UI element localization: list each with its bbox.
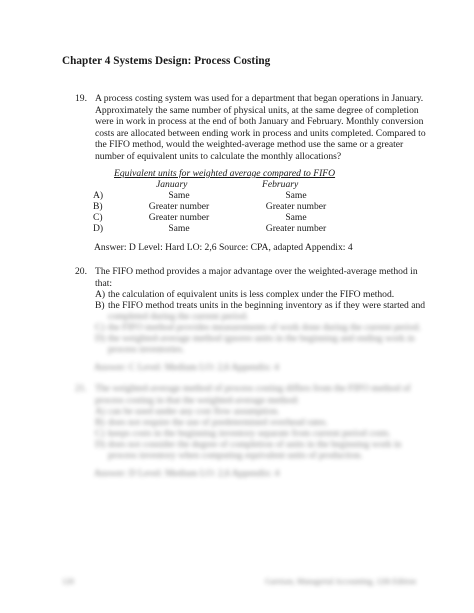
question-19-line: number of equivalent units to calculate the monthly allocations? xyxy=(95,150,342,162)
column-header-february: February xyxy=(262,179,299,190)
choice-text: keeps costs in the beginning inventory separate from current period costs. xyxy=(108,428,391,439)
choice-text: the weighted-average method ignores units in the beginning and ending work in xyxy=(108,333,415,344)
choice-text: completed during the current period. xyxy=(108,311,249,322)
choice-letter: C) xyxy=(95,428,105,439)
option-row xyxy=(93,190,373,201)
option-row xyxy=(93,223,373,234)
choice-text: the calculation of equivalent units is less complex under the FIFO method. xyxy=(108,289,395,300)
choice-letter: D) xyxy=(95,333,106,344)
question-19-line: were in work in process at the end of both January and February. Monthly conversion xyxy=(95,116,424,128)
option-february: Greater number xyxy=(265,201,327,212)
choice-letter: A) xyxy=(95,406,106,417)
option-letter: D) xyxy=(93,223,104,234)
question-19-line: Approximately the same number of physical units, at the same degree of completion xyxy=(95,104,419,116)
question-20-line: that: xyxy=(95,277,113,289)
option-letter: B) xyxy=(93,201,103,212)
question-19-line: costs are allocated between ending work in process and units completed. Compared to xyxy=(95,127,426,139)
question-20-answer: Answer: C Level: Medium LO: 2,6 Appendix: 4 xyxy=(94,362,279,373)
choice-text: process inventory when computing equivalent units of production. xyxy=(108,450,363,461)
question-19-text xyxy=(95,93,426,163)
question-21-number: 21. xyxy=(75,383,87,394)
choice-text: the FIFO method treats units in the beginning inventory as if they were started and xyxy=(108,300,426,311)
choice-letter: B) xyxy=(95,300,105,311)
option-january: Greater number xyxy=(148,212,210,223)
question-20-number: 20. xyxy=(75,266,87,277)
table-heading: Equivalent units for weighted average compared to FIFO xyxy=(114,168,336,179)
question-21-line: The weighted-average method of process costing differs from the FIFO method of xyxy=(95,383,411,394)
question-21-line: process costing in that the weighted-average method: xyxy=(95,394,300,406)
option-letter: C) xyxy=(93,212,103,223)
question-19-line: the FIFO method, would the weighted-average method use the same or a greater xyxy=(95,139,404,151)
option-row xyxy=(93,212,373,223)
option-february: Greater number xyxy=(265,223,327,234)
choice-letter: B) xyxy=(95,417,105,428)
choice-text: does not require the use of predetermined overhead rates. xyxy=(108,417,328,428)
question-19-number: 19. xyxy=(75,93,87,104)
chapter-title: Chapter 4 Systems Design: Process Costing xyxy=(62,55,271,67)
footer-page-number: 120 xyxy=(62,577,74,586)
column-header-january: January xyxy=(156,179,188,190)
option-letter: A) xyxy=(93,190,104,201)
option-january: Same xyxy=(168,223,190,234)
choice-text: can be used under any cost flow assumption. xyxy=(108,406,280,417)
choice-d-continued xyxy=(95,344,395,356)
question-20-text xyxy=(95,266,418,289)
option-january: Greater number xyxy=(148,201,210,212)
option-january: Same xyxy=(168,190,190,201)
question-19-line: A process costing system was used for a department that began operations in January. xyxy=(95,93,424,104)
choice-letter: D) xyxy=(95,439,106,450)
question-21-text xyxy=(95,383,411,406)
choice-letter: A) xyxy=(95,289,106,300)
question-20-line: The FIFO method provides a major advantage over the weighted-average method in xyxy=(95,266,418,277)
option-row xyxy=(93,201,373,212)
choice-letter: C) xyxy=(95,322,105,333)
question-19-answer: Answer: D Level: Hard LO: 2,6 Source: CPA, adapted Appendix: 4 xyxy=(94,242,353,253)
question-21-answer: Answer: D Level: Medium LO: 2,6 Appendix: 4 xyxy=(94,468,280,479)
option-february: Same xyxy=(285,190,307,201)
footer-book-title: Garrison, Managerial Accounting, 12th Edition xyxy=(265,577,417,586)
option-february: Same xyxy=(285,212,307,223)
choice-d-continued xyxy=(95,450,395,462)
choice-text: does not consider the degree of completion of units in the beginning work in xyxy=(108,439,402,450)
choice-text: the FIFO method provides measurements of work done during the current period. xyxy=(108,322,421,333)
choice-text: process inventories. xyxy=(108,344,185,355)
